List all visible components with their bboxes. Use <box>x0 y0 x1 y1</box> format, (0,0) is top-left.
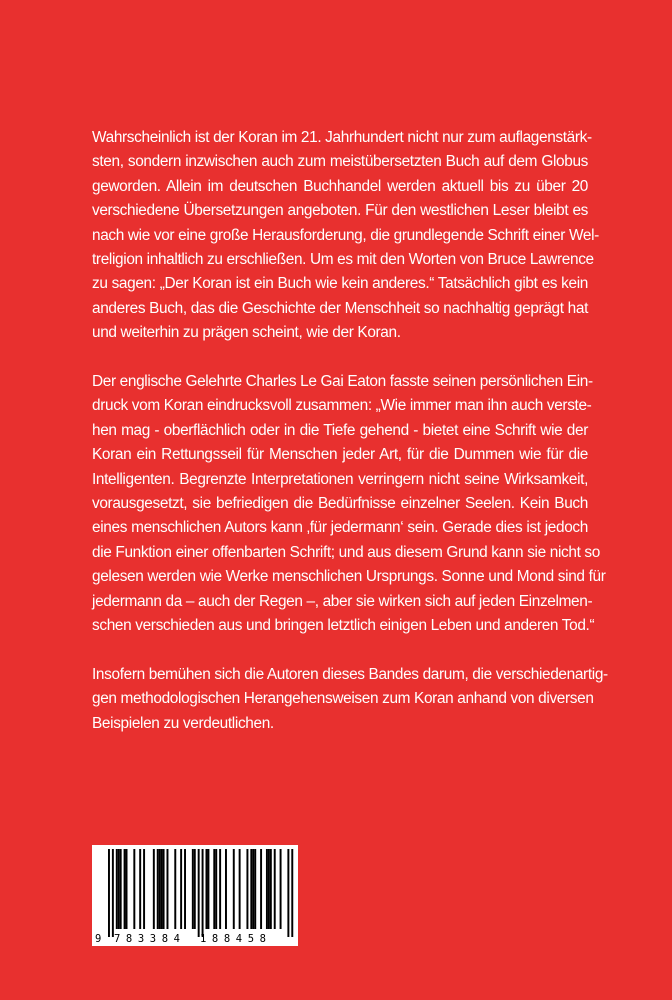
barcode-digits-right: 188458 <box>200 933 266 945</box>
text-line: druck vom Koran eindrucksvoll zusammen: „Wie immer man ihn auch verste- <box>92 397 592 415</box>
paragraph-2 <box>92 370 606 638</box>
barcode-bar <box>206 849 208 929</box>
text-line: Beispielen zu verdeutlichen. <box>92 714 274 732</box>
barcode-bar <box>239 849 241 929</box>
barcode-bar <box>254 849 256 929</box>
barcode-bar <box>167 849 169 929</box>
text-line: sten, sondern inzwischen auch zum meistübersetzten Buch auf dem Globus <box>92 153 588 171</box>
barcode-bar <box>233 849 235 929</box>
text-line: Intelligenten. Begrenzte Interpretationen verringern nicht seine Wirksamkeit, <box>92 470 588 488</box>
barcode-bar <box>225 849 227 929</box>
barcode-bar <box>266 849 268 929</box>
text-line: hen mag - oberflächlich oder in die Tiefe gehend - bietet eine Schrift wie der <box>92 421 588 439</box>
barcode-bar <box>192 849 194 929</box>
barcode-bar <box>219 849 221 929</box>
blurb-text <box>92 126 608 761</box>
barcode-bar <box>174 849 176 929</box>
barcode-bar <box>287 849 289 937</box>
barcode-digit-first: 9 <box>95 933 102 945</box>
barcode-bar <box>280 849 282 929</box>
barcode-bar <box>112 849 114 937</box>
text-line: Insofern bemühen sich die Autoren dieses Bandes darum, die verschiedenartig- <box>92 665 608 683</box>
barcode-bar <box>159 849 161 929</box>
barcode-bar <box>198 849 200 937</box>
barcode-bars <box>108 849 293 937</box>
text-line: verschiedene Übersetzungen angeboten. Für den westlichen Leser bleibt es <box>92 202 588 220</box>
barcode-graphic <box>92 845 298 946</box>
barcode-bar <box>268 849 270 929</box>
text-line: gelesen werden wie Werke menschlichen Ursprungs. Sonne und Mond sind für <box>92 568 606 586</box>
paragraph-3 <box>92 663 608 736</box>
barcode-bar <box>126 849 128 929</box>
barcode-bar <box>252 849 254 929</box>
barcode-bar <box>291 849 293 937</box>
barcode-bar <box>180 849 182 929</box>
barcode-bar <box>143 849 145 929</box>
barcode-bar <box>139 849 141 929</box>
text-line: und weiterhin zu prägen scheint, wie der Koran. <box>92 324 401 342</box>
paragraph-1 <box>92 126 599 346</box>
barcode-bar <box>120 849 122 929</box>
barcode-bar <box>213 849 215 929</box>
text-line: treligion inhaltlich zu erschließen. Um es mit den Worten von Bruce Lawrence <box>92 251 594 269</box>
barcode-bar <box>274 849 276 929</box>
text-line: zu sagen: „Der Koran ist ein Buch wie kein anderes.“ Tatsächlich gibt es kein <box>92 275 588 293</box>
barcode-bar <box>184 849 186 929</box>
text-line: schen verschieden aus und bringen letztlich einigen Leben und anderen Tod.“ <box>92 617 595 635</box>
barcode-bar <box>116 849 118 929</box>
text-line: anderes Buch, das die Geschichte der Menschheit so nachhaltig geprägt hat <box>92 299 588 317</box>
text-line: jedermann da – auch der Regen –, aber sie wirken sich auf jeden Einzelmen- <box>92 592 593 610</box>
text-line: nach wie vor eine große Herausforderung, die grundlegende Schrift einer Wel- <box>92 226 599 244</box>
text-line: Der englische Gelehrte Charles Le Gai Eaton fasste seinen persönlichen Ein- <box>92 373 593 391</box>
barcode-bar <box>202 849 204 937</box>
text-line: geworden. Allein im deutschen Buchhandel werden aktuell bis zu über 20 <box>92 177 588 195</box>
barcode-bar <box>246 849 248 929</box>
barcode-bar <box>133 849 135 929</box>
barcode-bar <box>124 849 126 929</box>
barcode-bar <box>250 849 252 929</box>
barcode-bar <box>161 849 163 929</box>
barcode-digits-left: 783384 <box>114 933 180 945</box>
barcode-bar <box>118 849 120 929</box>
barcode-bar <box>260 849 262 929</box>
text-line: die Funktion einer offenbarten Schrift; und aus diesem Grund kann sie nicht so <box>92 543 600 561</box>
barcode-bar <box>153 849 155 929</box>
barcode-bar <box>215 849 217 929</box>
barcode-bar <box>163 849 165 929</box>
text-line: eines menschlichen Autors kann ‚für jedermann‘ sein. Gerade dies ist jedoch <box>92 519 588 537</box>
isbn-barcode <box>92 845 298 946</box>
text-line: Koran ein Rettungsseil für Menschen jeder Art, für die Dummen wie für die <box>92 446 588 464</box>
text-line: Wahrscheinlich ist der Koran im 21. Jahrhundert nicht nur zum auflagenstärk- <box>92 129 592 146</box>
barcode-bar <box>194 849 196 929</box>
barcode-bar <box>207 849 209 929</box>
text-line: gen methodologischen Herangehensweisen zum Koran anhand von diversen <box>92 690 594 708</box>
text-line: vorausgesetzt, sie befriedigen die Bedürfnisse einzelner Seelen. Kein Buch <box>92 495 588 513</box>
barcode-bar <box>157 849 159 929</box>
barcode-bar <box>108 849 110 937</box>
barcode-bar <box>270 849 272 929</box>
